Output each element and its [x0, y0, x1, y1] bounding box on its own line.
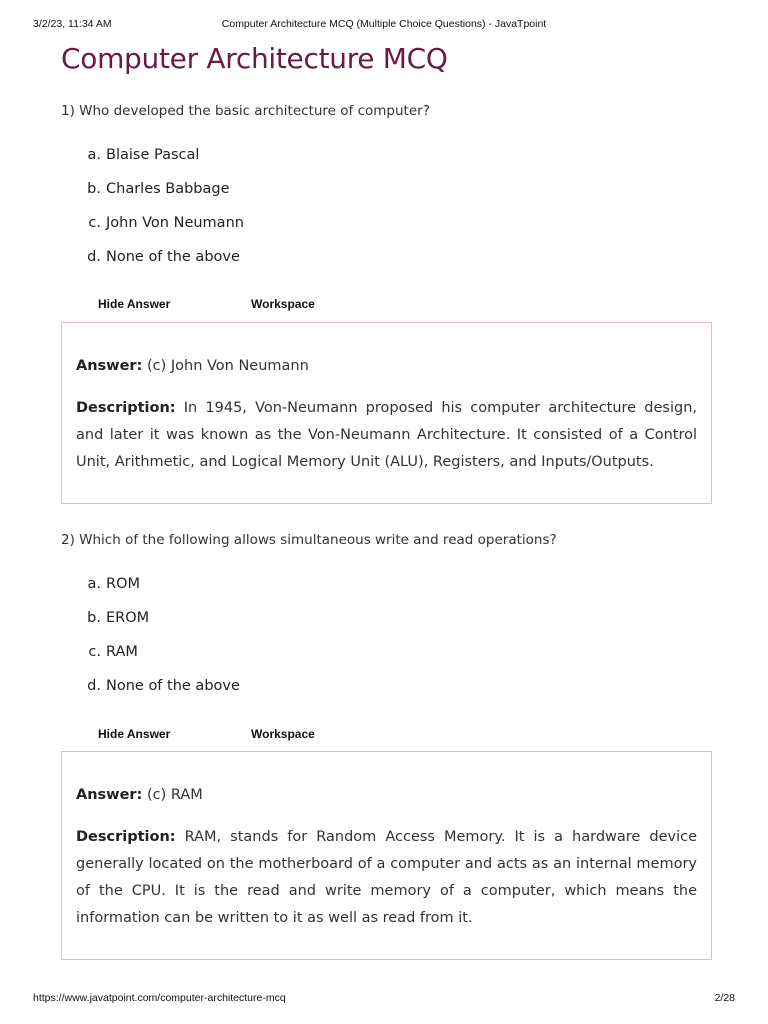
option-item: b. Charles Babbage: [87, 181, 230, 197]
question-2-options: [78, 574, 240, 710]
workspace-button[interactable]: Workspace: [251, 727, 315, 741]
answer-label: Answer:: [76, 358, 143, 374]
question-1-text: 1) Who developed the basic architecture of computer?: [61, 103, 430, 119]
description: [76, 824, 697, 932]
description-text: RAM, stands for Random Access Memory. It is a hardware device generally located on the motherboard of a computer and acts as an internal memory of the CPU. It is the read and write memory of a computer, which means the information can be written to it as well as read from it.: [76, 829, 697, 926]
print-url: https://www.javatpoint.com/computer-architecture-mcq: [33, 992, 286, 1004]
print-page-title: Computer Architecture MCQ (Multiple Choice Questions) - JavaTpoint: [221, 18, 547, 30]
question-1-options: [78, 145, 244, 281]
hide-answer-button[interactable]: Hide Answer: [98, 727, 171, 741]
question-2-text: 2) Which of the following allows simultaneous write and read operations?: [61, 532, 557, 548]
option-item: d. None of the above: [87, 249, 240, 265]
answer-box: [61, 322, 712, 504]
option-item: c. John Von Neumann: [88, 215, 244, 231]
description: [76, 395, 697, 476]
page-title: Computer Architecture MCQ: [61, 42, 448, 75]
answer-line: [76, 787, 697, 803]
workspace-button[interactable]: Workspace: [251, 297, 315, 311]
answer-line: [76, 358, 697, 374]
description-label: Description:: [76, 400, 176, 416]
answer-text: (c) RAM: [146, 787, 203, 803]
description-text: In 1945, Von-Neumann proposed his computer architecture design, and later it was known as the Von-Neumann Architecture. It consisted of a Control Unit, Arithmetic, and Logical Memory Unit (ALU), Registers, and Inputs/Outputs.: [76, 400, 697, 470]
answer-box: [61, 751, 712, 960]
answer-text: (c) John Von Neumann: [146, 358, 309, 374]
print-datetime: 3/2/23, 11:34 AM: [33, 18, 112, 30]
option-item: c. RAM: [88, 644, 138, 660]
description-label: Description:: [76, 829, 176, 845]
option-item: b. EROM: [87, 610, 150, 626]
hide-answer-button[interactable]: Hide Answer: [98, 297, 171, 311]
page-number: 2/28: [714, 992, 735, 1004]
answer-label: Answer:: [76, 787, 143, 803]
option-item: a. Blaise Pascal: [87, 147, 200, 163]
option-item: a. ROM: [87, 576, 140, 592]
option-item: d. None of the above: [87, 678, 240, 694]
